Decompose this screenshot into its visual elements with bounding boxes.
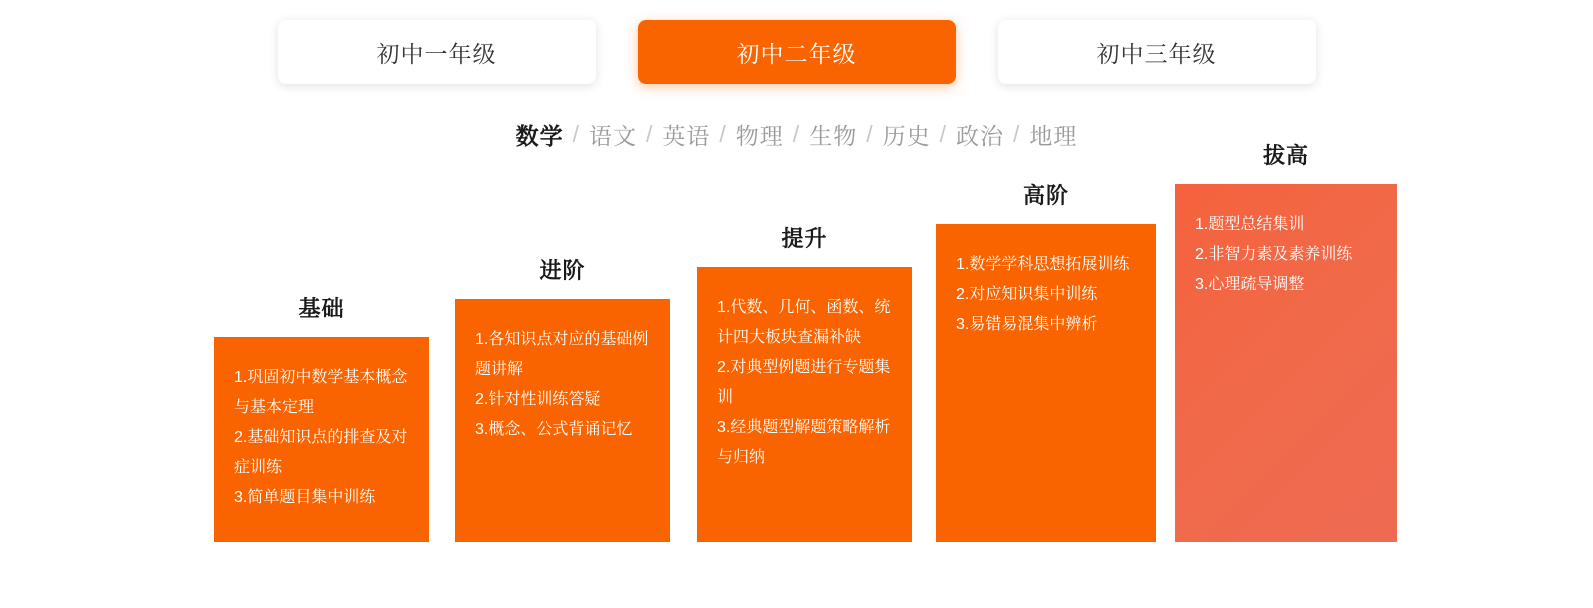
level-column-improve[interactable] [697, 226, 912, 542]
level-line: 3.经典题型解题策略解析与归纳 [717, 419, 891, 466]
subject-item-english[interactable]: 英语 [662, 123, 711, 149]
subject-item-geography[interactable]: 地理 [1029, 123, 1078, 149]
grade-tab-3[interactable]: 初中三年级 [998, 20, 1316, 84]
level-line: 1.数学学科思想拓展训练 [956, 256, 1130, 273]
grade-tab-1[interactable]: 初中一年级 [278, 20, 596, 84]
level-column-advanced[interactable] [455, 258, 670, 542]
level-content-highlevel [936, 224, 1156, 542]
level-content-basic [214, 337, 429, 542]
subject-item-chinese[interactable]: 语文 [589, 123, 638, 149]
level-content-improve [697, 267, 912, 542]
level-line: 3.心理疏导调整 [1195, 276, 1305, 293]
subject-item-biology[interactable]: 生物 [809, 123, 858, 149]
level-line: 3.概念、公式背诵记忆 [475, 421, 633, 438]
subject-item-politics[interactable]: 政治 [955, 123, 1004, 149]
level-column-basic[interactable] [214, 296, 429, 542]
subject-item-math[interactable]: 数学 [515, 123, 564, 149]
level-title-basic: 基础 [298, 296, 345, 321]
level-content-advanced [455, 299, 670, 542]
level-line: 2.针对性训练答疑 [475, 391, 601, 408]
level-column-elite[interactable] [1175, 143, 1397, 542]
grade-tab-2[interactable]: 初中二年级 [638, 20, 956, 84]
level-line: 1.代数、几何、函数、统计四大板块查漏补缺 [717, 299, 891, 346]
level-column-highlevel[interactable] [936, 183, 1156, 542]
level-line: 2.对典型例题进行专题集训 [717, 359, 891, 406]
subject-item-history[interactable]: 历史 [882, 123, 931, 149]
grade-tab-bar [0, 0, 1593, 84]
level-line: 1.巩固初中数学基本概念与基本定理 [234, 369, 408, 416]
subject-item-physics[interactable]: 物理 [735, 123, 784, 149]
level-title-improve: 提升 [781, 226, 828, 251]
subject-separator: / [719, 121, 727, 147]
level-title-highlevel: 高阶 [1022, 183, 1069, 208]
level-line: 2.基础知识点的排查及对症训练 [234, 429, 408, 476]
level-ladder [0, 143, 1593, 590]
subject-separator: / [646, 121, 654, 147]
subject-separator: / [866, 121, 874, 147]
subject-separator: / [1012, 121, 1021, 147]
subject-separator: / [792, 121, 801, 147]
level-line: 1.各知识点对应的基础例题讲解 [475, 331, 649, 378]
level-line: 3.易错易混集中辨析 [956, 316, 1098, 333]
level-title-advanced: 进阶 [539, 258, 586, 283]
level-line: 3.简单题目集中训练 [234, 489, 376, 506]
level-line: 2.非智力素及素养训练 [1195, 246, 1353, 263]
level-line: 1.题型总结集训 [1195, 216, 1305, 233]
level-line: 2.对应知识集中训练 [956, 286, 1098, 303]
subject-separator: / [572, 121, 581, 147]
level-content-elite [1175, 184, 1397, 542]
subject-separator: / [939, 121, 947, 147]
level-title-elite: 拔高 [1262, 143, 1309, 168]
